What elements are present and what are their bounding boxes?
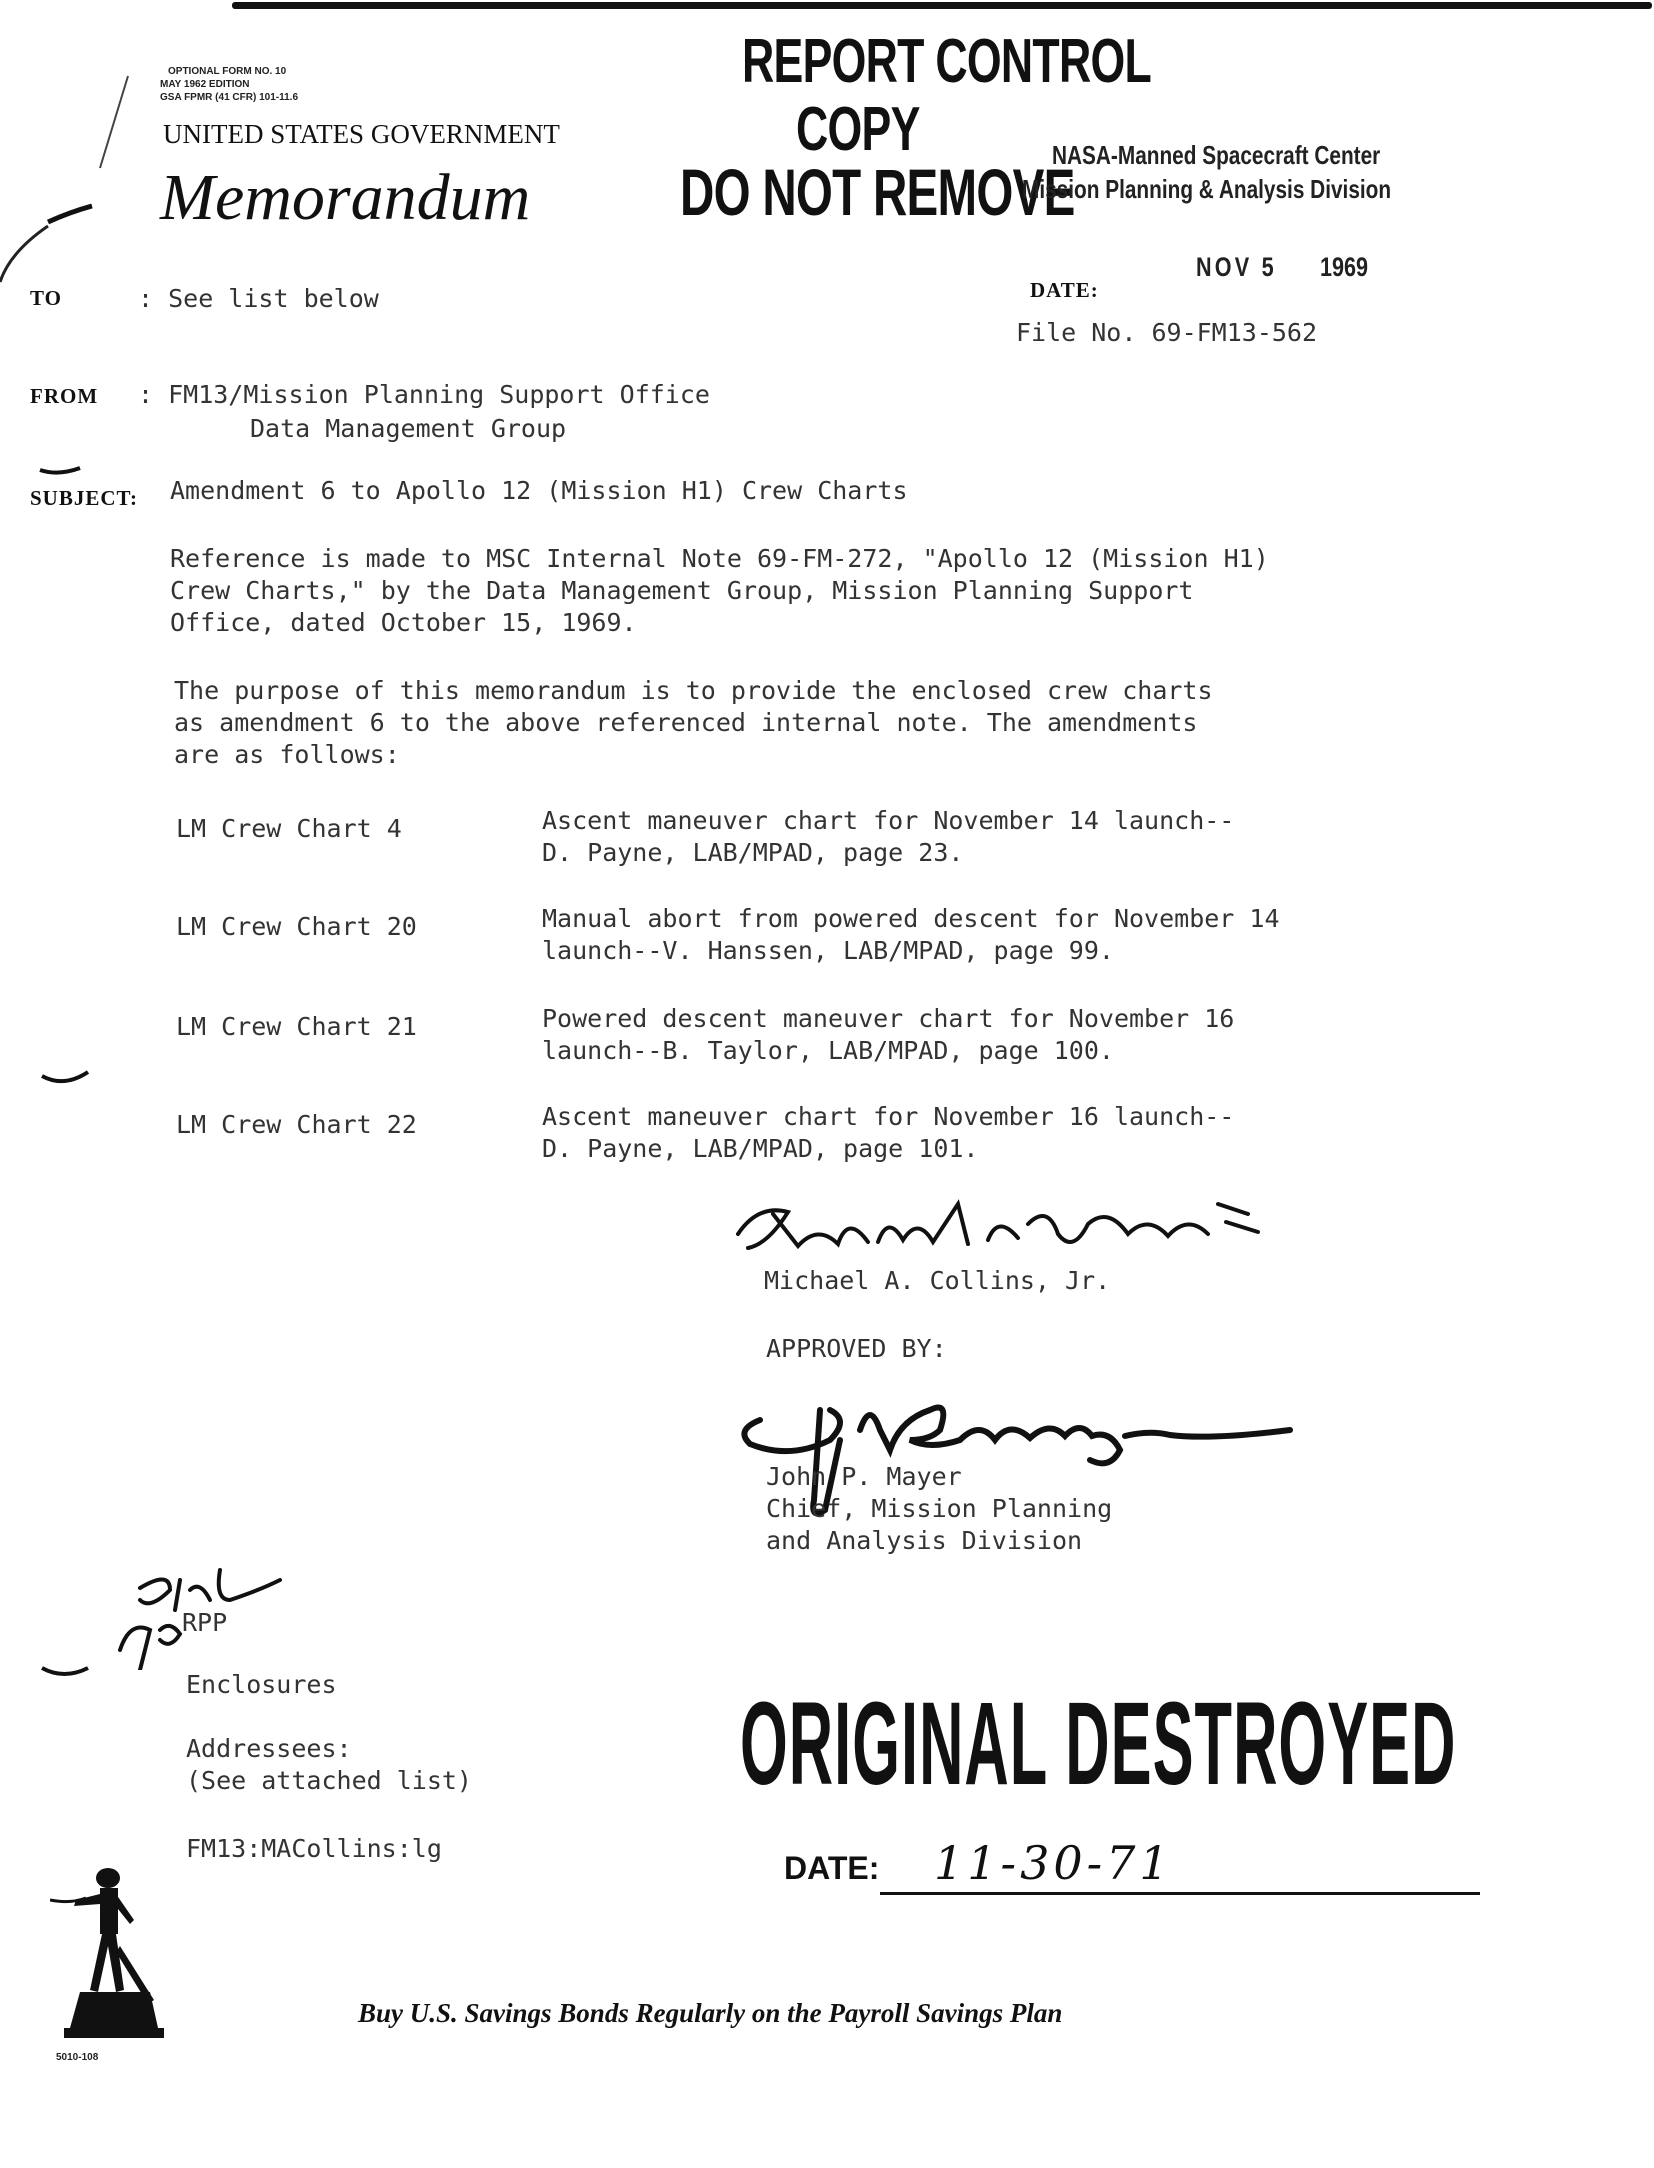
para1-line1: Reference is made to MSC Internal Note 69-FM-272, "Apollo 12 (Mission H1): [170, 544, 1269, 573]
amendment-chart-label: LM Crew Chart 22: [176, 1110, 417, 1139]
savings-bond-slogan: Buy U.S. Savings Bonds Regularly on the Payroll Savings Plan: [358, 1998, 1063, 2028]
form-number-footer: 5010-108: [56, 2052, 99, 2063]
amendment-description-line2: launch--B. Taylor, LAB/MPAD, page 100.: [542, 1036, 1114, 1065]
see-attached-list: (See attached list): [186, 1766, 472, 1795]
signer2-name: John P. Mayer: [766, 1462, 962, 1491]
para1-line2: Crew Charts," by the Data Management Group, Mission Planning Support: [170, 576, 1194, 605]
from-label: FROM: [30, 384, 99, 408]
report-control-stamp-line2: COPY: [796, 95, 920, 164]
form-edition-line: MAY 1962 EDITION: [160, 79, 250, 90]
amendment-description-line1: Manual abort from powered descent for November 14: [542, 904, 1280, 933]
amendment-description-line1: Ascent maneuver chart for November 14 launch--: [542, 806, 1235, 835]
date-stamp-month-day: NOV 5: [1196, 252, 1277, 282]
amendment-chart-label: LM Crew Chart 4: [176, 814, 402, 843]
amendment-description-line1: Powered descent maneuver chart for November 16: [542, 1004, 1235, 1033]
signer2-title-line2: and Analysis Division: [766, 1526, 1083, 1555]
to-value: : See list below: [138, 284, 379, 313]
para2-line3: are as follows:: [174, 740, 400, 769]
subject-value: Amendment 6 to Apollo 12 (Mission H1) Crew Charts: [170, 476, 908, 505]
signer2-title-line1: Chief, Mission Planning: [766, 1494, 1113, 1523]
para2-line1: The purpose of this memorandum is to provide the enclosed crew charts: [174, 676, 1213, 705]
amendment-description-line2: D. Payne, LAB/MPAD, page 101.: [542, 1134, 979, 1163]
enclosures-label: Enclosures: [186, 1670, 337, 1699]
rpp-initials: RPP: [182, 1608, 228, 1637]
agency-heading: UNITED STATES GOVERNMENT: [163, 119, 560, 149]
report-control-stamp-line3: DO NOT REMOVE: [680, 155, 1075, 229]
date-label: DATE:: [1030, 278, 1099, 302]
addressees-label: Addressees:: [186, 1734, 352, 1763]
form-gsa-line: GSA FPMR (41 CFR) 101-11.6: [160, 92, 299, 103]
signer1-name: Michael A. Collins, Jr.: [764, 1266, 1111, 1295]
from-line2: Data Management Group: [250, 414, 567, 443]
to-label: TO: [30, 286, 62, 310]
margin-marks: [0, 0, 140, 1700]
para1-line3: Office, dated October 15, 1969.: [170, 608, 637, 637]
amendment-chart-label: LM Crew Chart 21: [176, 1012, 417, 1041]
destroyed-date-value: 11-30-71: [934, 1836, 1173, 1890]
original-destroyed-stamp: ORIGINAL DESTROYED: [740, 1678, 1457, 1810]
file-number: File No. 69-FM13-562: [1016, 318, 1318, 347]
destroyed-date-underline: [880, 1892, 1480, 1895]
org-line1: NASA-Manned Spacecraft Center: [1052, 140, 1381, 170]
para2-line2: as amendment 6 to the above referenced internal note. The amendments: [174, 708, 1198, 737]
date-stamp-year: 1969: [1320, 252, 1369, 282]
memorandum-title: Memorandum: [160, 161, 531, 234]
amendment-description-line1: Ascent maneuver chart for November 16 launch--: [542, 1102, 1235, 1131]
amendment-description-line2: D. Payne, LAB/MPAD, page 23.: [542, 838, 964, 867]
amendment-chart-label: LM Crew Chart 20: [176, 912, 417, 941]
top-rule: [232, 2, 1652, 9]
org-line2: Mission Planning & Analysis Division: [1022, 174, 1392, 204]
subject-label: SUBJECT:: [30, 486, 138, 510]
destroyed-date-label: DATE:: [784, 1850, 880, 1886]
reference-initials: FM13:MACollins:lg: [186, 1834, 442, 1863]
collins-signature: [728, 1184, 1288, 1264]
from-line1: : FM13/Mission Planning Support Office: [138, 380, 710, 409]
minuteman-emblem-icon: [50, 1860, 170, 2050]
form-number-line: OPTIONAL FORM NO. 10: [168, 66, 287, 77]
report-control-stamp-line1: REPORT CONTROL: [742, 27, 1152, 96]
amendment-description-line2: launch--V. Hanssen, LAB/MPAD, page 99.: [542, 936, 1114, 965]
approved-by-label: APPROVED BY:: [766, 1334, 947, 1363]
